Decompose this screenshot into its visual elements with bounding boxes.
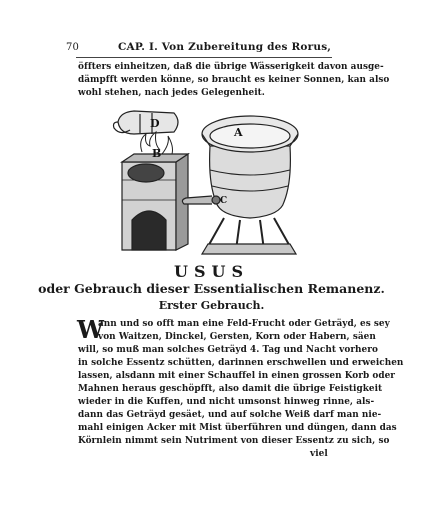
page-header xyxy=(66,40,336,56)
heading-main: USUS xyxy=(173,262,249,281)
catchword: viel xyxy=(310,449,328,459)
intro-line: dämpfft werden könne, so braucht es keiner Sonnen, kan also xyxy=(78,75,390,85)
intro-line: öffters einheitzen, daß die übrige Wässerigkeit davon ausge- xyxy=(78,62,384,72)
body-line: dann das Geträyd gesäet, und auf solche Weiß darf man nie- xyxy=(78,410,382,420)
body-line: Mahnen heraus geschöpfft, also damit die übrige Feistigkeit xyxy=(78,384,383,394)
heading-sub: oder Gebrauch dieser Essentialischen Remanenz. xyxy=(38,281,385,296)
figure-label-d: D xyxy=(150,117,160,130)
body-line: lassen, alsdann mit einer Schauffel in einen grossen Korb oder xyxy=(78,371,396,381)
body-line: will, so muß man solches Geträyd 4. Tag und Nacht vorhero xyxy=(78,345,378,355)
figure-label-a: A xyxy=(234,126,243,139)
running-head: CAP. I. Von Zubereitung des Rorus, xyxy=(118,41,332,53)
page-number: 70 xyxy=(66,42,80,53)
figure-label-c: C xyxy=(220,196,228,206)
body-line: ann und so offt man eine Feld-Frucht oder Geträyd, es sey xyxy=(98,319,390,329)
body-line: mahl einigen Acker mit Mist überführen und düngen, dann das xyxy=(78,423,397,433)
body-line: wieder in die Kuffen, und nicht umsonst hinweg rinne, als- xyxy=(78,397,375,407)
woodcut-illustration xyxy=(112,100,312,258)
intro-line: wohl stehen, nach jedes Gelegenheit. xyxy=(78,88,265,98)
body-line: in solche Essentz schütten, darinnen erschwellen und erweichen xyxy=(78,358,404,368)
header-rule xyxy=(76,57,332,58)
body-line: von Waitzen, Dinckel, Gersten, Korn oder Habern, säen xyxy=(98,332,376,342)
heading-section: Erster Gebrauch. xyxy=(158,299,265,312)
drop-cap: W xyxy=(77,315,104,344)
body-line: Körnlein nimmt sein Nutriment von dieser Essentz zu sich, so xyxy=(78,436,390,446)
figure-label-b: B xyxy=(152,147,162,160)
